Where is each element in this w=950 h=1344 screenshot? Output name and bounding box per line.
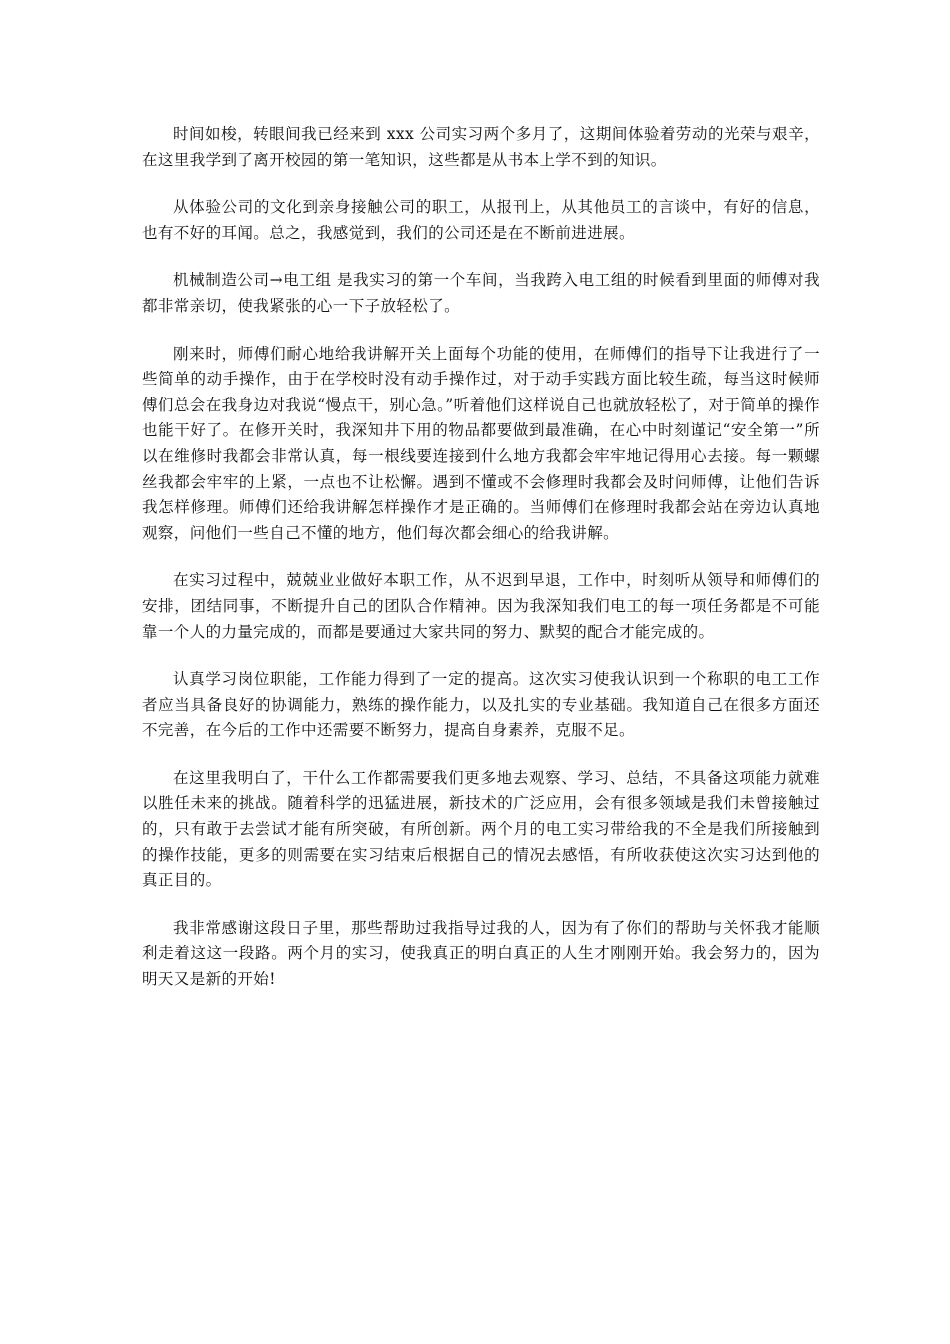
paragraph-1: 时间如梭，转眼间我已经来到 xxx 公司实习两个多月了，这期间体验着劳动的光荣与艰辛，在这里我学到了离开校园的第一笔知识，这些都是从书本上学不到的知识。 — [142, 125, 820, 169]
paragraph-2: 从体验公司的文化到亲身接触公司的职工，从报刊上，从其他员工的言谈中，有好的信息，也有不好的耳闻。总之，我感觉到，我们的公司还是在不断前进进展。 — [142, 198, 820, 242]
paragraph-3: 机械制造公司→电工组 是我实习的第一个车间，当我跨入电工组的时候看到里面的师傅对我都非常亲切，使我紧张的心一下子放轻松了。 — [142, 271, 820, 315]
paragraph-4: 刚来时，师傅们耐心地给我讲解开关上面每个功能的使用，在师傅们的指导下让我进行了一些简单的动手操作，由于在学校时没有动手操作过，对于动手实践方面比较生疏，每当这时候师傅们总会在我身边对我说“慢点干，别心急。”听着他们这样说自己也就放轻松了，对于简单的操作也能干好了。在修开关时，我深知井下用的物品都要做到最准确，在心中时刻谨记“安全第一”所以在维修时我都会非常认真，每一根线要连接到什么地方我都会牢牢地记得用心去接。每一颗螺丝我都会牢牢的上紧，一点也不让松懈。遇到不懂或不会修理时我都会及时问师傅，让他们告诉我怎样修理。师傅们还给我讲解怎样操作才是正确的。当师傅们在修理时我都会站在旁边认真地观察，问他们一些自己不懂的地方，他们每次都会细心的给我讲解。 — [142, 344, 820, 542]
paragraph-6: 认真学习岗位职能，工作能力得到了一定的提高。这次实习使我认识到一个称职的电工工作者应当具备良好的协调能力，熟练的操作能力，以及扎实的专业基础。我知道自己在很多方面还不完善，在今后的工作中还需要不断努力，提高自身素养，克服不足。 — [142, 670, 820, 740]
paragraph-5: 在实习过程中，兢兢业业做好本职工作，从不迟到早退，工作中，时刻听从领导和师傅们的安排，团结同事，不断提升自己的团队合作精神。因为我深知我们电工的每一项任务都是不可能靠一个人的力量完成的，而都是要通过大家共同的努力、默契的配合才能完成的。 — [142, 571, 820, 641]
paragraph-7: 在这里我明白了，干什么工作都需要我们更多地去观察、学习、总结，不具备这项能力就难以胜任未来的挑战。随着科学的迅猛进展，新技术的广泛应用，会有很多领域是我们未曾接触过的，只有敢于去尝试才能有所突破，有所创新。两个月的电工实习带给我的不全是我们所接触到的操作技能，更多的则需要在实习结束后根据自己的情况去感悟，有所收获使这次实习达到他的真正目的。 — [142, 768, 820, 890]
paragraph-8: 我非常感谢这段日子里，那些帮助过我指导过我的人，因为有了你们的帮助与关怀我才能顺利走着这这一段路。两个月的实习，使我真正的明白真正的人生才刚刚开始。我会努力的，因为明天又是新的开始! — [142, 918, 820, 989]
document-body — [142, 122, 820, 1015]
